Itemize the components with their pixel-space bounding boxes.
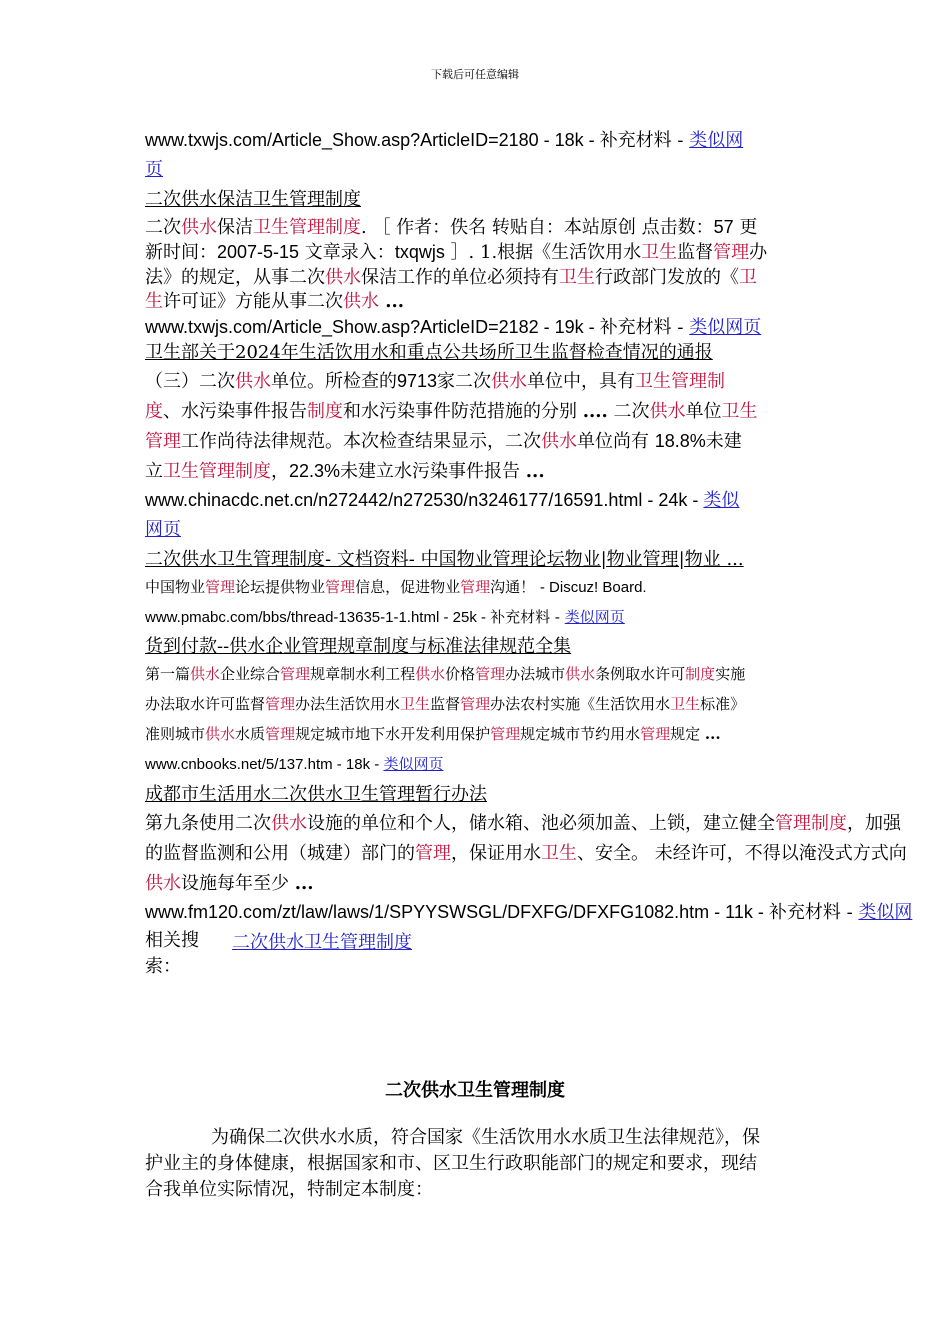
document-paragraph-line: 为确保二次供水水质，符合国家《生活饮用水水质卫生法律规范》，保 — [211, 1127, 760, 1148]
result-url-line — [145, 898, 912, 924]
related-search-link[interactable]: 二次供水卫生管理制度 — [232, 932, 412, 953]
result-snippet-line: 新时间：2007-5-15 文章录入：txqwjs ］. 1.根据《生活饮用水卫生监督管理办 — [145, 242, 768, 263]
result-snippet-line: 立卫生管理制度，22.3%未建立水污染事件报告 ... — [145, 461, 545, 482]
result-snippet-line: 的监督监测和公用（城建）部门的管理，保证用水卫生、安全。 未经许可，不得以淹没式方式向 — [145, 843, 907, 864]
result-snippet-line: （三）二次供水单位。所检查的9713家二次供水单位中，具有卫生管理制 — [145, 371, 726, 392]
result-snippet-line: 法》的规定，从事二次供水保洁工作的单位必须持有卫生行政部门发放的《卫 — [145, 267, 757, 288]
document-paragraph-line: 合我单位实际情况，特制定本制度： — [145, 1179, 433, 1200]
result-snippet-line: 办法取水许可监督管理办法生活饮用水卫生监督管理办法农村实施《生活饮用水卫生标准》 — [145, 695, 746, 713]
result-title[interactable]: 成都市生活用水二次供水卫生管理暂行办法 — [145, 784, 487, 805]
similar-pages-link[interactable]: 类似网页 — [689, 317, 762, 338]
document-title: 二次供水卫生管理制度 — [385, 1080, 565, 1101]
result-url: www.chinacdc.net.cn/n272442/n272530/n3246177/16591.html - 24k - — [145, 490, 704, 510]
result-url: www.txwjs.com/Article_Show.asp?ArticleID=2182 - 19k - — [145, 317, 600, 337]
result-url-line — [145, 126, 743, 152]
similar-pages-link[interactable]: 类似网 — [689, 130, 744, 151]
result-title[interactable]: 二次供水保洁卫生管理制度 — [145, 189, 361, 210]
result-snippet-line: 第九条使用二次供水设施的单位和个人，储水箱、池必须加盖、上锁，建立健全管理制度，加强 — [145, 813, 901, 834]
similar-pages-link[interactable]: 类似网页 — [564, 608, 625, 626]
result-url-line — [145, 606, 625, 627]
result-snippet-line: 二次供水保洁卫生管理制度. ［ 作者：佚名 转贴自：本站原创 点击数：57 更 — [145, 217, 758, 238]
related-search-label: 相关搜索： — [145, 930, 199, 977]
result-url-line-wrap — [145, 515, 181, 541]
result-snippet-line: 第一篇供水企业综合管理规章制水利工程供水价格管理办法城市供水条例取水许可制度实施 — [145, 665, 746, 683]
result-snippet-line: 度、水污染事件报告制度和水污染事件防范措施的分别 .... 二次供水单位卫生 — [145, 401, 758, 422]
header-note: 下载后可任意编辑 — [431, 68, 519, 81]
result-title[interactable]: 货到付款--供水企业管理规章制度与标准法律规范全集 — [145, 636, 572, 657]
result-url-line — [145, 313, 761, 339]
result-title[interactable]: 卫生部关于2024年生活饮用水和重点公共场所卫生监督检查情况的通报 — [145, 342, 713, 363]
result-snippet-line: 生许可证》方能从事二次供水 ... — [145, 291, 405, 312]
result-title[interactable]: 二次供水卫生管理制度- 文档资料- 中国物业管理论坛物业|物业管理|物业 ... — [145, 549, 744, 570]
similar-pages-link[interactable]: 类似网页 — [383, 755, 444, 773]
result-url-line — [145, 486, 739, 512]
result-snippet-line: 管理工作尚待法律规范。本次检查结果显示，二次供水单位尚有 18.8%未建 — [145, 431, 742, 452]
result-snippet-line: 供水设施每年至少 ... — [145, 873, 314, 894]
similar-pages-link[interactable]: 类似网 — [858, 902, 913, 923]
result-url: www.cnbooks.net/5/137.htm - 18k - — [145, 756, 384, 773]
result-url: www.txwjs.com/Article_Show.asp?ArticleID=2180 - 18k - — [145, 130, 600, 150]
similar-pages-link[interactable]: 页 — [145, 159, 163, 180]
document-paragraph-line: 护业主的身体健康，根据国家和市、区卫生行政职能部门的规定和要求，现结 — [145, 1153, 757, 1174]
result-snippet-line: 中国物业管理论坛提供物业管理信息，促进物业管理沟通！ - Discuz! Board. — [145, 578, 647, 596]
result-url-line — [145, 753, 443, 774]
result-url: www.pmabc.com/bbs/thread-13635-1-1.html - 25k - — [145, 609, 491, 626]
result-url-line-wrap — [145, 155, 163, 181]
result-snippet-line: 准则城市供水水质管理规定城市地下水开发利用保护管理规定城市节约用水管理规定 ... — [145, 725, 721, 743]
similar-pages-link[interactable]: 网页 — [145, 519, 181, 540]
result-url: www.fm120.com/zt/law/laws/1/SPYYSWSGL/DFXFG/DFXFG1082.htm - 11k - — [145, 902, 769, 922]
similar-pages-link[interactable]: 类似 — [703, 490, 740, 511]
supplement-text: 补充材料 - — [599, 317, 690, 338]
supplement-text: 补充材料 - — [599, 130, 690, 151]
supplement-text: 补充材料 - — [490, 608, 565, 626]
supplement-text: 补充材料 - — [768, 902, 859, 923]
